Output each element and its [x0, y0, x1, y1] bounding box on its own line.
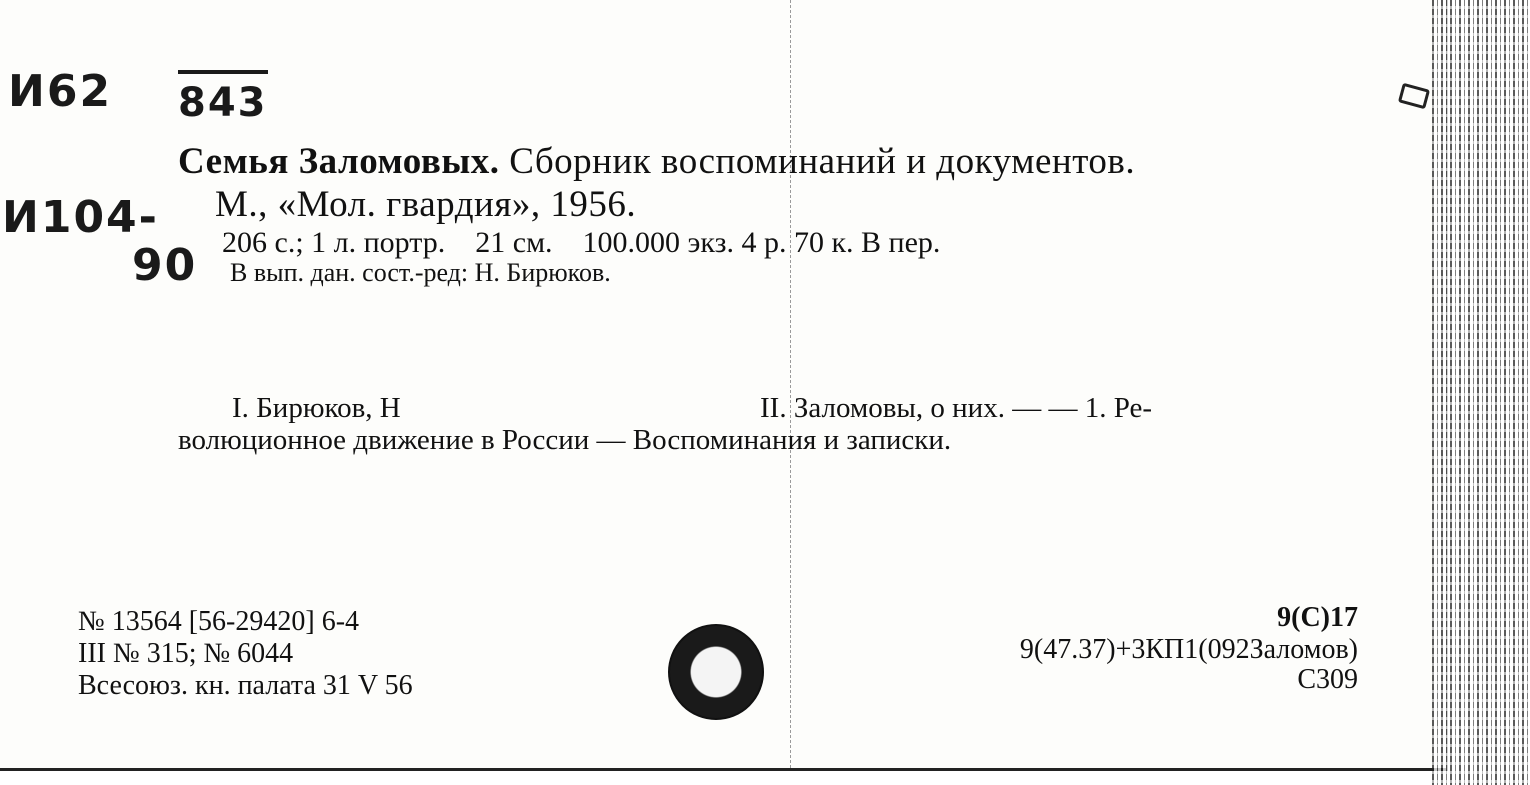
- imprint: М., «Мол. гвардия», 1956.: [215, 184, 637, 225]
- handwritten-code-upper: И104-: [2, 192, 159, 243]
- chamber-date: Всесоюз. кн. палата 31 V 56: [78, 670, 413, 701]
- punch-hole: [668, 624, 764, 720]
- fold-line: [790, 0, 791, 768]
- scan-edge-noise: [1432, 0, 1530, 785]
- card-series: III № 315; № 6044: [78, 638, 294, 669]
- title-bold: Семья Заломовых.: [178, 141, 500, 182]
- author-mark: С309: [1297, 664, 1358, 695]
- physical-description: 206 с.; 1 л. портр. 21 см. 100.000 экз. 4 р. 70 к. В пер.: [222, 226, 941, 259]
- handwritten-shelfmark: И62: [8, 66, 113, 117]
- classification-main: 9(С)17: [1277, 602, 1358, 633]
- note: В вып. дан. сост.-ред: Н. Бирюков.: [230, 258, 611, 287]
- tracing-1: I. Бирюков, Н: [232, 392, 401, 424]
- handwritten-code-lower: 90: [132, 240, 198, 291]
- title-rest: Сборник воспоминаний и документов.: [509, 141, 1136, 182]
- tracing-continuation: волюционное движение в России — Воспоминания и записки.: [178, 424, 952, 456]
- classification-index: 9(47.37)+3КП1(092Заломов): [1019, 634, 1358, 665]
- card-number: № 13564 [56-29420] 6-4: [78, 606, 360, 637]
- handwritten-number: 843: [178, 70, 268, 126]
- card-title: [178, 140, 1135, 183]
- tracing-2: II. Заломовы, о них. — — 1. Ре-: [760, 392, 1152, 424]
